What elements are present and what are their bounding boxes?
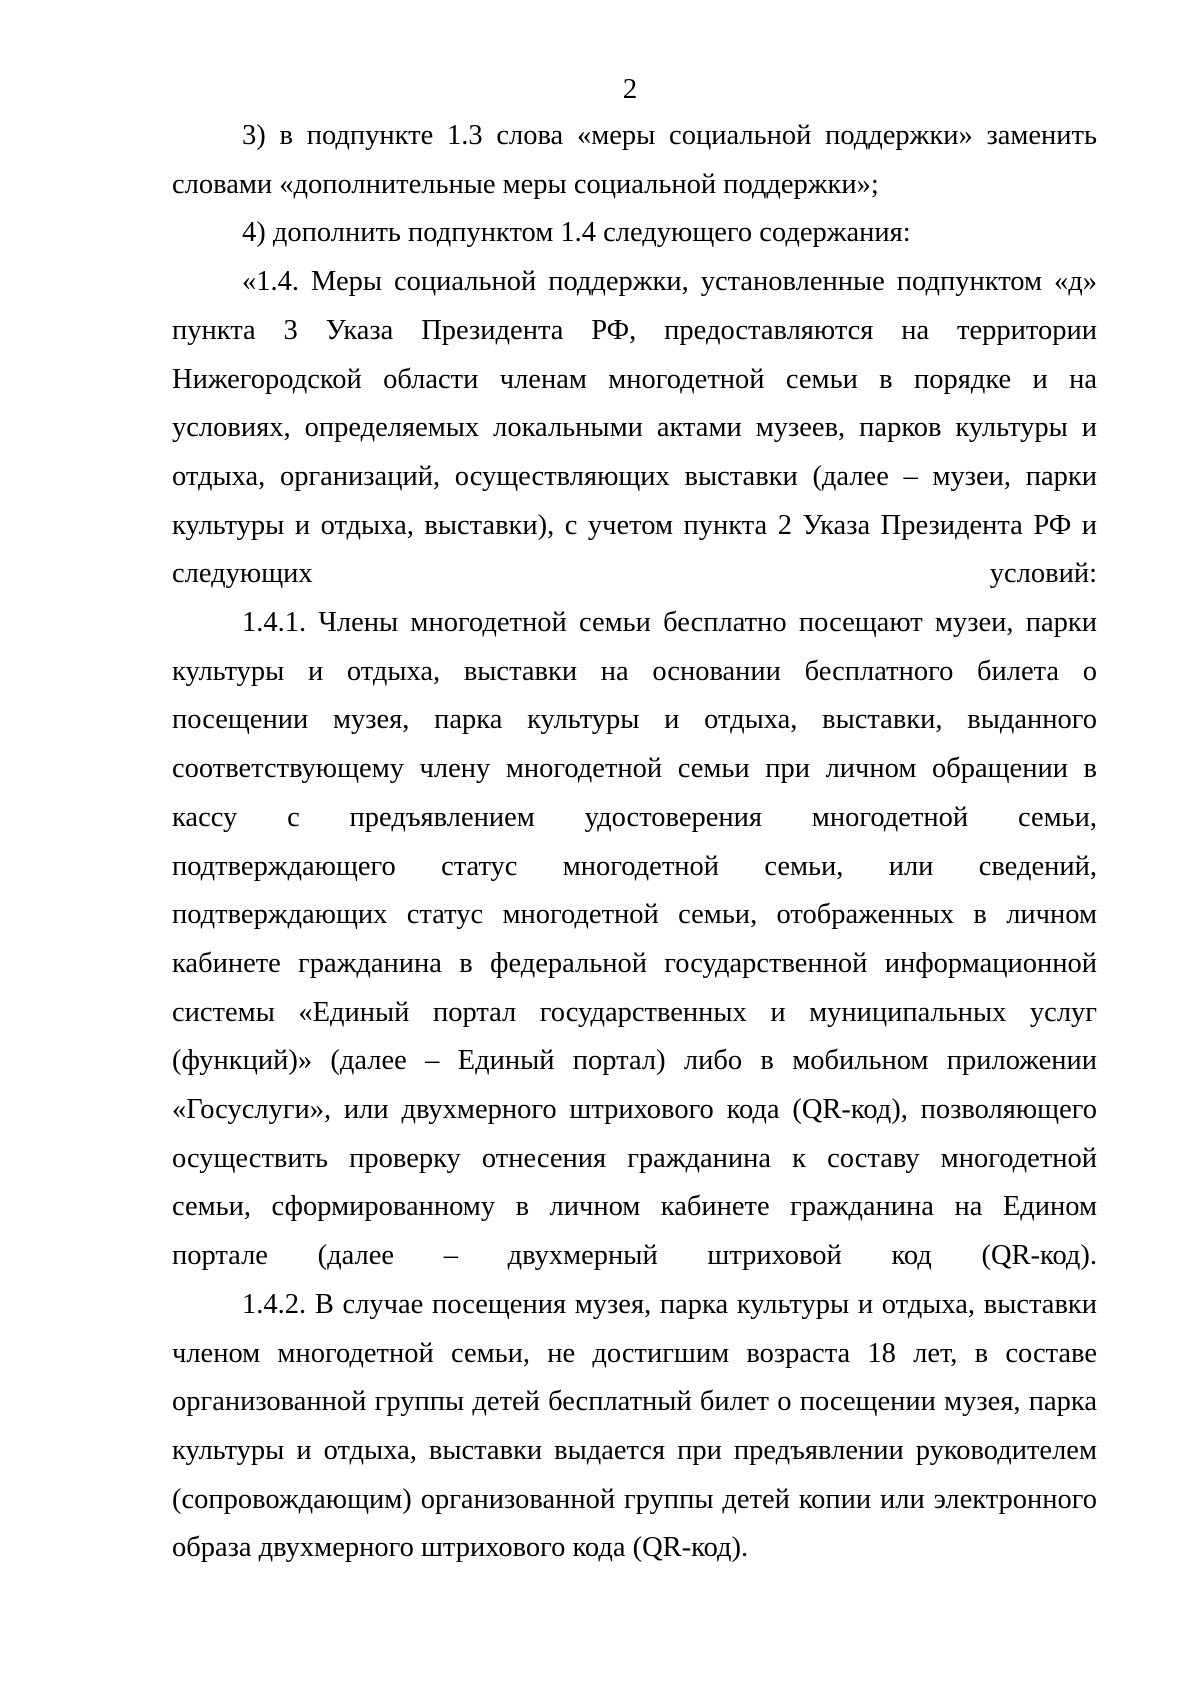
document-body xyxy=(172,112,1097,1573)
page-number: 2 xyxy=(622,73,638,105)
paragraph-item-4: 4) дополнить подпунктом 1.4 следующего содержания: xyxy=(242,217,911,249)
paragraph-1-4-2: 1.4.2. В случае посещения музея, парка культуры и отдыха, выставки членом многодетной семьи, не достигшим возраста 18 лет, в составе организованной группы детей бесплатный билет о посещении музея, парка культуры и отдыха, выставки выдается при предъявлении руководителем (сопровождающим) организованной группы детей копии или электронного образа двухмерного штрихового кода (QR-код). xyxy=(172,1288,1097,1564)
paragraph-item-3: 3) в подпункте 1.3 слова «меры социальной поддержки» заменить словами «дополнительные меры социальной поддержки»; xyxy=(172,120,1097,200)
paragraph-1-4: «1.4. Меры социальной поддержки, установленные подпунктом «д» пункта 3 Указа Президента РФ, предоставляются на территории Нижегородской области членам многодетной семьи в порядке и на условиях, определяемых локальными актами музеев, парков культуры и отдыха, организаций, осуществляющих выставки (далее – музеи, парки культуры и отдыха, выставки), с учетом пункта 2 Указа Президента РФ и следующих условий: xyxy=(172,266,1097,590)
paragraph-1-4-1: 1.4.1. Члены многодетной семьи бесплатно посещают музеи, парки культуры и отдыха, выставки на основании бесплатного билета о посещении музея, парка культуры и отдыха, выставки, выданного соответствующему члену многодетной семьи при личном обращении в кассу с предъявлением удостоверения многодетной семьи, подтверждающего статус многодетной семьи, или сведений, подтверждающих статус многодетной семьи, отображенных в личном кабинете гражданина в федеральной государственной информационной системы «Единый портал государственных и муниципальных услуг (функций)» (далее – Единый портал) либо в мобильном приложении «Госуслуги», или двухмерного штрихового кода (QR-код), позволяющего осуществить проверку отнесения гражданина к составу многодетной семьи, сформированному в личном кабинете гражданина на Едином портале (далее – двухмерный штриховой код (QR-код). xyxy=(172,607,1097,1272)
